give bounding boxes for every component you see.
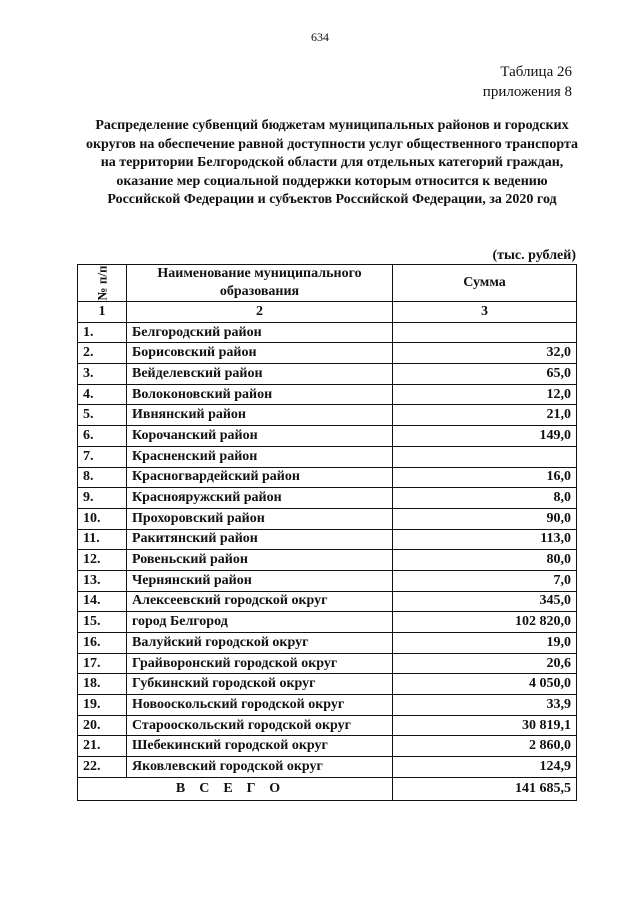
- row-sum: 16,0: [393, 467, 577, 488]
- row-name: Ивнянский район: [127, 405, 393, 426]
- table-row: [78, 488, 577, 509]
- row-sum: [393, 322, 577, 343]
- table-row: [78, 529, 577, 550]
- row-number: 13.: [78, 570, 127, 591]
- table-row: [78, 633, 577, 654]
- row-name: Борисовский район: [127, 343, 393, 364]
- subsidy-table: [77, 264, 577, 801]
- header-num-label: № п/п: [94, 265, 109, 300]
- row-sum: [393, 446, 577, 467]
- row-name: Прохоровский район: [127, 508, 393, 529]
- row-sum: 12,0: [393, 384, 577, 405]
- row-name: город Белгород: [127, 612, 393, 633]
- row-sum: 345,0: [393, 591, 577, 612]
- row-sum: 32,0: [393, 343, 577, 364]
- table-row: [78, 384, 577, 405]
- row-name: Краснояружский район: [127, 488, 393, 509]
- row-sum: 33,9: [393, 695, 577, 716]
- row-name: Красненский район: [127, 446, 393, 467]
- row-number: 9.: [78, 488, 127, 509]
- table-row: [78, 612, 577, 633]
- total-label: ВСЕГО: [78, 777, 393, 800]
- table-row: [78, 343, 577, 364]
- row-sum: 102 820,0: [393, 612, 577, 633]
- header-num: [78, 265, 127, 302]
- column-index-1: 1: [78, 302, 127, 323]
- row-name: Губкинский городской округ: [127, 674, 393, 695]
- row-number: 16.: [78, 633, 127, 654]
- row-sum: 149,0: [393, 426, 577, 447]
- row-sum: 7,0: [393, 570, 577, 591]
- row-name: Яковлевский городской округ: [127, 757, 393, 778]
- row-sum: 21,0: [393, 405, 577, 426]
- row-name: Валуйский городской округ: [127, 633, 393, 654]
- row-number: 3.: [78, 364, 127, 385]
- row-name: Ровеньский район: [127, 550, 393, 571]
- row-name: Белгородский район: [127, 322, 393, 343]
- row-name: Старооскольский городской округ: [127, 715, 393, 736]
- table-reference: [483, 62, 572, 102]
- table-row: [78, 653, 577, 674]
- column-index-row: [78, 302, 577, 323]
- row-name: Волоконовский район: [127, 384, 393, 405]
- total-row: [78, 777, 577, 800]
- row-number: 6.: [78, 426, 127, 447]
- row-sum: 90,0: [393, 508, 577, 529]
- row-name: Шебекинский городской округ: [127, 736, 393, 757]
- row-number: 14.: [78, 591, 127, 612]
- row-number: 4.: [78, 384, 127, 405]
- column-index-2: 2: [127, 302, 393, 323]
- row-number: 17.: [78, 653, 127, 674]
- row-number: 18.: [78, 674, 127, 695]
- row-name: Чернянский район: [127, 570, 393, 591]
- row-name: Красногвардейский район: [127, 467, 393, 488]
- total-sum: 141 685,5: [393, 777, 577, 800]
- row-number: 2.: [78, 343, 127, 364]
- table-row: [78, 322, 577, 343]
- row-name: Корочанский район: [127, 426, 393, 447]
- row-number: 19.: [78, 695, 127, 716]
- row-number: 5.: [78, 405, 127, 426]
- table-reference-line2: приложения 8: [482, 84, 572, 100]
- document-title: Распределение субвенций бюджетам муниципальных районов и городских округов на обеспечение равной доступности услуг общественного транспорта на территории Белгородской области для отдельных категорий граждан, оказание мер социальной поддержки которым относится к ведению Российской Федерации и субъектов Российской Федерации, за 2020 год: [85, 118, 579, 207]
- row-sum: 19,0: [393, 633, 577, 654]
- row-name: Вейделевский район: [127, 364, 393, 385]
- row-number: 11.: [78, 529, 127, 550]
- row-number: 20.: [78, 715, 127, 736]
- table-row: [78, 508, 577, 529]
- units-label: (тыс. рублей): [492, 248, 576, 263]
- row-number: 10.: [78, 508, 127, 529]
- page-number: 634: [311, 30, 329, 44]
- row-number: 8.: [78, 467, 127, 488]
- row-sum: 113,0: [393, 529, 577, 550]
- row-number: 7.: [78, 446, 127, 467]
- column-index-3: 3: [393, 302, 577, 323]
- row-name: Алексеевский городской округ: [127, 591, 393, 612]
- table-row: [78, 364, 577, 385]
- row-number: 12.: [78, 550, 127, 571]
- table-row: [78, 405, 577, 426]
- row-sum: 8,0: [393, 488, 577, 509]
- table-row: [78, 674, 577, 695]
- table-reference-line1: Таблица 26: [500, 64, 572, 80]
- table-header-row: [78, 265, 577, 302]
- row-sum: 30 819,1: [393, 715, 577, 736]
- table-row: [78, 591, 577, 612]
- table-body: [78, 322, 577, 777]
- row-name: Новооскольский городской округ: [127, 695, 393, 716]
- table-row: [78, 426, 577, 447]
- row-sum: 4 050,0: [393, 674, 577, 695]
- table-row: [78, 446, 577, 467]
- header-sum: Сумма: [393, 265, 577, 302]
- row-sum: 2 860,0: [393, 736, 577, 757]
- row-number: 22.: [78, 757, 127, 778]
- row-number: 15.: [78, 612, 127, 633]
- row-sum: 124,9: [393, 757, 577, 778]
- table-row: [78, 715, 577, 736]
- table-row: [78, 467, 577, 488]
- row-sum: 65,0: [393, 364, 577, 385]
- row-sum: 80,0: [393, 550, 577, 571]
- table-row: [78, 695, 577, 716]
- header-name: Наименование муниципального образования: [127, 265, 393, 302]
- row-sum: 20,6: [393, 653, 577, 674]
- row-number: 1.: [78, 322, 127, 343]
- row-number: 21.: [78, 736, 127, 757]
- table-row: [78, 550, 577, 571]
- table-row: [78, 570, 577, 591]
- row-name: Грайворонский городской округ: [127, 653, 393, 674]
- table-row: [78, 736, 577, 757]
- row-name: Ракитянский район: [127, 529, 393, 550]
- table-row: [78, 757, 577, 778]
